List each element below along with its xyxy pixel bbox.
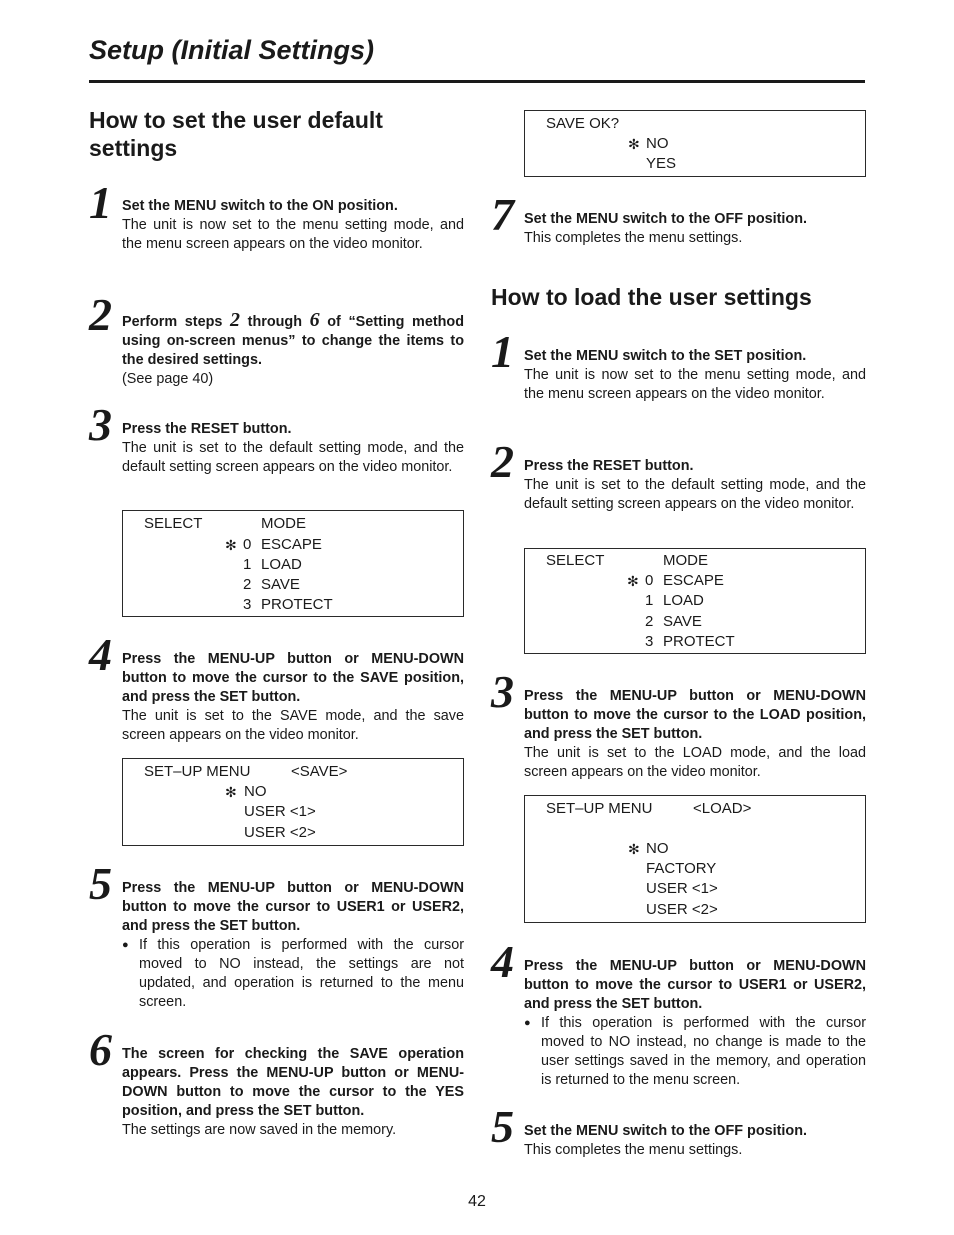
screen-option-number: 2 [645, 613, 654, 630]
step-number: 1 [491, 326, 514, 377]
select-mode-screen [122, 510, 464, 617]
save-menu-screen [122, 758, 464, 846]
screen-option-number: 1 [645, 592, 654, 609]
step-description: The unit is set to the LOAD mode, and the load screen appears on the video monitor. [524, 745, 866, 780]
screen-title: SET–UP MENU [144, 763, 251, 780]
step-reference: 6 [309, 309, 320, 331]
note-text: If this operation is performed with the cursor moved to NO instead, no change is made to the user settings saved in the memory, and operation is returned to the menu screen. [541, 1015, 866, 1088]
step-7 [524, 210, 866, 248]
step-4 [122, 650, 464, 745]
screen-option: NO [646, 135, 669, 152]
step-5 [122, 879, 464, 1012]
screen-option: ESCAPE [261, 536, 322, 553]
screen-select-label: SELECT [546, 552, 605, 569]
screen-mode-label: MODE [663, 552, 708, 569]
step-description: (See page 40) [122, 371, 214, 387]
step-6 [122, 1045, 464, 1140]
step-number: 2 [491, 436, 514, 487]
step-number: 4 [89, 629, 112, 680]
step-number: 3 [89, 399, 112, 450]
step-instruction: Press the RESET button. [524, 458, 694, 474]
step-3 [122, 420, 464, 477]
screen-option: NO [244, 783, 267, 800]
step-1 [122, 197, 464, 254]
step-description: This completes the menu settings. [524, 230, 743, 246]
step-number: 5 [491, 1101, 514, 1152]
screen-mode-label: <LOAD> [693, 800, 752, 817]
page-title: Setup (Initial Settings) [89, 35, 375, 65]
bullet-dot-icon: ● [122, 939, 129, 951]
step-description: The unit is set to the SAVE mode, and the save screen appears on the video monitor. [122, 708, 464, 743]
cursor-asterisk-icon: ✻ [628, 841, 640, 857]
cursor-asterisk-icon: ✻ [225, 537, 237, 553]
screen-title: SAVE OK? [546, 115, 620, 132]
screen-option-number: 2 [243, 576, 252, 593]
screen-option: ESCAPE [663, 572, 724, 589]
step-instruction: Press the RESET button. [122, 421, 292, 437]
step-description: The unit is now set to the menu setting mode, and the menu screen appears on the video monitor. [524, 367, 866, 402]
screen-option-number: 0 [645, 572, 654, 589]
cursor-asterisk-icon: ✻ [628, 136, 640, 152]
step-number: 6 [89, 1024, 112, 1075]
step-instruction: Press the MENU-UP button or MENU-DOWN button to move the cursor to the LOAD position, and press the SET button. [524, 688, 866, 742]
screen-option: USER <1> [646, 880, 718, 897]
step-instruction-part: through [240, 314, 310, 330]
screen-option-number: 3 [243, 596, 252, 613]
screen-option: FACTORY [646, 860, 717, 877]
step-instruction: Set the MENU switch to the OFF position. [524, 1123, 808, 1139]
note-bullet-item [122, 936, 464, 1012]
load-step-2 [524, 457, 866, 514]
step-instruction: Press the MENU-UP button or MENU-DOWN button to move the cursor to the SAVE position, and press the SET button. [122, 651, 464, 705]
screen-option: NO [646, 840, 669, 857]
step-instruction: Set the MENU switch to the OFF position. [524, 211, 808, 227]
cursor-asterisk-icon: ✻ [627, 573, 639, 589]
step-instruction-part: Perform steps [122, 314, 231, 330]
page-number: 42 [468, 1193, 486, 1210]
screen-option-number: 0 [243, 536, 252, 553]
step-instruction: Set the MENU switch to the SET position. [524, 348, 807, 364]
step-number: 1 [89, 177, 112, 228]
screen-option: LOAD [261, 556, 302, 573]
step-description: This completes the menu settings. [524, 1142, 743, 1158]
screen-option-number: 1 [243, 556, 252, 573]
screen-select-label: SELECT [144, 515, 203, 532]
step-description: The unit is now set to the menu setting mode, and the menu screen appears on the video monitor. [122, 217, 464, 252]
note-text: If this operation is performed with the cursor moved to NO instead, the settings are not updated, and operation is returned to the menu screen. [139, 937, 464, 1010]
screen-option: USER <2> [244, 824, 316, 841]
screen-option: SAVE [663, 613, 702, 630]
screen-option-number: 3 [645, 633, 654, 650]
step-description: The settings are now saved in the memory. [122, 1122, 397, 1138]
screen-option: USER <2> [646, 901, 718, 918]
load-step-1 [524, 347, 866, 404]
section-heading-load-user: How to load the user settings [491, 284, 812, 310]
load-menu-screen [524, 795, 866, 923]
screen-mode-label: <SAVE> [291, 763, 348, 780]
section-heading-user-default: How to set the user default settings [89, 107, 383, 161]
step-number: 7 [491, 189, 514, 240]
screen-option: USER <1> [244, 803, 316, 820]
step-instruction: Set the MENU switch to the ON position. [122, 198, 398, 214]
select-mode-screen [524, 548, 866, 654]
step-instruction: Press the MENU-UP button or MENU-DOWN button to move the cursor to USER1 or USER2, and press the SET button. [524, 958, 866, 1012]
step-instruction: Press the MENU-UP button or MENU-DOWN button to move the cursor to USER1 or USER2, and press the SET button. [122, 880, 464, 934]
step-instruction-part: of “Setting method using on-screen menus” to change the items to the desired settings. [122, 314, 464, 368]
screen-title: SET–UP MENU [546, 800, 653, 817]
load-step-4 [524, 957, 866, 1090]
screen-option: SAVE [261, 576, 300, 593]
bullet-dot-icon: ● [524, 1017, 531, 1029]
step-2 [122, 311, 464, 389]
screen-option: LOAD [663, 592, 704, 609]
screen-option: PROTECT [261, 596, 333, 613]
load-step-3 [524, 687, 866, 782]
load-step-5 [524, 1122, 866, 1160]
step-number: 3 [491, 666, 514, 717]
step-number: 2 [89, 289, 112, 340]
step-number: 5 [89, 858, 112, 909]
step-description: The unit is set to the default setting mode, and the default setting screen appears on the video monitor. [524, 477, 866, 512]
save-ok-screen [524, 110, 866, 177]
screen-mode-label: MODE [261, 515, 306, 532]
step-description: The unit is set to the default setting mode, and the default setting screen appears on the video monitor. [122, 440, 464, 475]
screen-option: PROTECT [663, 633, 735, 650]
step-instruction [122, 311, 464, 370]
cursor-asterisk-icon: ✻ [225, 784, 237, 800]
title-rule [89, 80, 865, 83]
screen-option: YES [646, 155, 677, 172]
step-number: 4 [491, 936, 514, 987]
step-reference: 2 [230, 309, 241, 331]
step-instruction: The screen for checking the SAVE operation appears. Press the MENU-UP button or MENU-DOWN button to move the cursor to the YES position, and press the SET button. [122, 1046, 464, 1119]
note-bullet-item [524, 1014, 866, 1090]
